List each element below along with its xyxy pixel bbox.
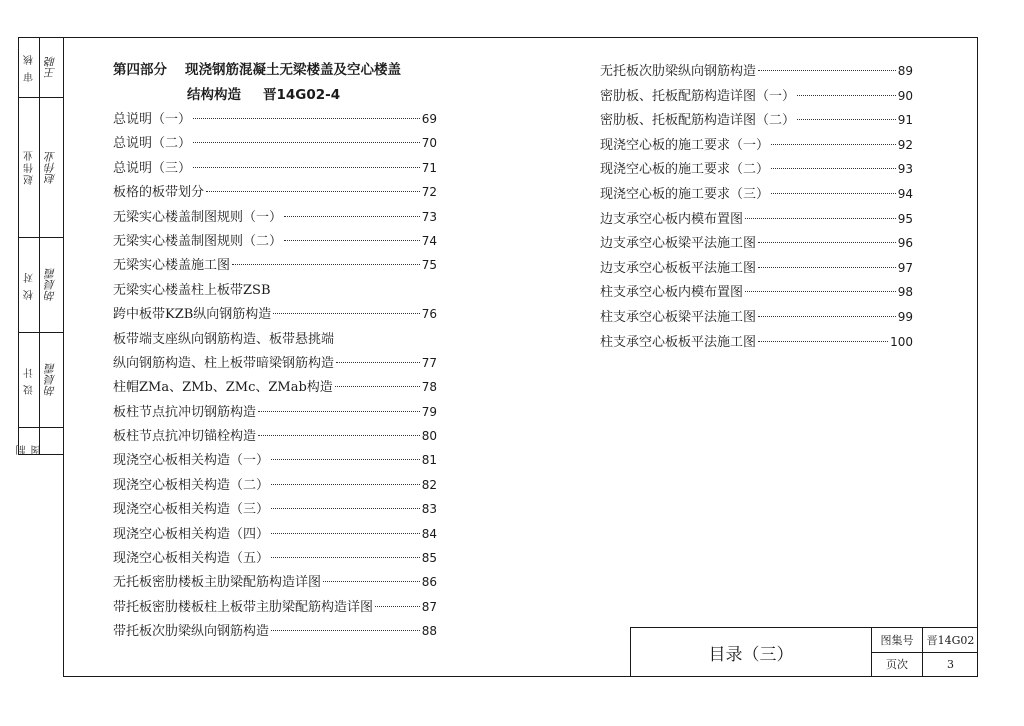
toc-entry-page: 96 xyxy=(897,236,913,251)
toc-entry xyxy=(113,596,437,620)
atlas-value: 晋14G02 xyxy=(926,634,975,647)
part-title-line1: 现浇钢筋混凝土无梁楼盖及空心楼盖 xyxy=(185,62,401,78)
dot-leader xyxy=(758,70,896,71)
strip-cell-approver xyxy=(19,98,63,238)
toc-entry-title: 无梁实心楼盖施工图 xyxy=(113,258,231,274)
strip-cell-drafting xyxy=(19,428,63,455)
dot-leader xyxy=(271,508,420,509)
toc-entry xyxy=(113,328,437,352)
toc-entry-page: 100 xyxy=(890,334,913,349)
toc-entry-page: 87 xyxy=(421,599,437,614)
dot-leader xyxy=(758,267,896,268)
dot-leader xyxy=(273,313,419,314)
toc-entry-page: 85 xyxy=(421,551,437,566)
toc-entry xyxy=(600,134,913,159)
signature: 胡晨霞 xyxy=(44,268,57,302)
toc-entry xyxy=(113,449,437,473)
toc-entry xyxy=(113,181,437,205)
dot-leader xyxy=(375,606,420,607)
atlas-label: 图集号 xyxy=(872,628,923,652)
dot-leader xyxy=(206,191,420,192)
toc-entry-page: 83 xyxy=(421,502,437,517)
part-label: 第四部分 xyxy=(113,62,167,78)
dot-leader xyxy=(193,167,420,168)
dot-leader xyxy=(271,533,420,534)
part-title-line2: 结构构造 xyxy=(187,87,241,103)
toc-entry-page: 84 xyxy=(421,526,437,541)
toc-entry xyxy=(600,183,913,208)
dot-leader xyxy=(271,459,420,460)
toc-entry-page: 98 xyxy=(897,285,913,300)
dot-leader xyxy=(797,95,896,96)
toc-entry-page: 93 xyxy=(897,162,913,177)
strip-label: 校 对 xyxy=(24,270,36,300)
toc-entry xyxy=(600,257,913,282)
toc-entry-title: 跨中板带KZB纵向钢筋构造 xyxy=(113,307,272,323)
toc-entry-page: 92 xyxy=(897,137,913,152)
toc-entry xyxy=(600,158,913,183)
toc-entry xyxy=(113,498,437,522)
toc-entry xyxy=(113,474,437,498)
toc-entry-page: 97 xyxy=(897,260,913,275)
dot-leader xyxy=(323,581,420,582)
dot-leader xyxy=(193,118,420,119)
sheet-title: 目录（三） xyxy=(708,644,794,665)
dot-leader xyxy=(771,168,896,169)
toc-entry xyxy=(113,376,437,400)
dot-leader xyxy=(193,142,420,143)
toc-entry-title: 板带端支座纵向钢筋构造、板带悬挑端 xyxy=(113,331,335,347)
toc-entry-title: 现浇空心板相关构造（四） xyxy=(113,526,270,542)
strip-label: 设 计 xyxy=(24,365,36,395)
toc-entry-title: 板格的板带划分 xyxy=(113,185,205,201)
toc-entry xyxy=(113,303,437,327)
toc-entry xyxy=(600,109,913,134)
toc-entry-title: 无托板次肋梁纵向钢筋构造 xyxy=(600,64,757,79)
dot-leader xyxy=(771,193,896,194)
toc-entry-page: 80 xyxy=(421,429,437,444)
title-block xyxy=(630,627,978,677)
dot-leader xyxy=(271,630,420,631)
toc-entry-page: 71 xyxy=(421,160,437,175)
toc-entry-page: 75 xyxy=(421,258,437,273)
toc-entry-page: 91 xyxy=(897,113,913,128)
toc-entry-title: 带托板次肋梁纵向钢筋构造 xyxy=(113,624,270,640)
toc-left-list xyxy=(113,108,437,645)
toc-entry-title: 边支承空心板梁平法施工图 xyxy=(600,236,757,252)
toc-entry xyxy=(113,132,437,156)
toc-entry xyxy=(113,401,437,425)
toc-entry-title: 现浇空心板的施工要求（一） xyxy=(600,137,770,153)
strip-label: 赵伟业 xyxy=(24,149,36,186)
toc-entry-page: 81 xyxy=(421,453,437,468)
part-heading xyxy=(113,58,437,108)
toc-entry xyxy=(113,571,437,595)
toc-entry-title: 现浇空心板的施工要求（三） xyxy=(600,186,770,202)
toc-entry xyxy=(113,206,437,230)
toc-entry-title: 无梁实心楼盖制图规则（二） xyxy=(113,233,283,249)
page-value: 3 xyxy=(947,657,954,671)
toc-entry-page: 70 xyxy=(421,136,437,151)
signature xyxy=(40,428,62,455)
toc-entry xyxy=(113,254,437,278)
dot-leader xyxy=(745,291,896,292)
dot-leader xyxy=(258,411,420,412)
toc-entry-page: 78 xyxy=(421,380,437,395)
toc-entry-title: 总说明（一） xyxy=(113,112,192,127)
toc-entry-page: 74 xyxy=(421,233,437,248)
toc-entry xyxy=(113,523,437,547)
toc-entry-title: 总说明（二） xyxy=(113,136,192,152)
toc-entry-page: 72 xyxy=(421,185,437,200)
toc-entry xyxy=(113,108,437,132)
toc-entry-page: 89 xyxy=(897,64,913,78)
toc-entry-title: 总说明（三） xyxy=(113,160,192,176)
dot-leader xyxy=(258,435,420,436)
strip-cell-design xyxy=(19,333,63,428)
toc-entry xyxy=(113,425,437,449)
toc-entry xyxy=(113,352,437,376)
toc-entry-title: 密肋板、托板配筋构造详图（二） xyxy=(600,113,796,129)
toc-entry-title: 板柱节点抗冲切钢筋构造 xyxy=(113,404,257,420)
toc-entry xyxy=(600,232,913,257)
strip-label: 制 图 xyxy=(17,443,43,455)
dot-leader xyxy=(745,218,896,219)
toc-entry-page: 88 xyxy=(421,624,437,639)
toc-right-list xyxy=(600,60,913,355)
toc-entry xyxy=(113,157,437,181)
toc-entry-title: 柱支承空心板板平法施工图 xyxy=(600,334,757,350)
toc-entry-page: 95 xyxy=(897,211,913,226)
toc-entry-title: 纵向钢筋构造、柱上板带暗梁钢筋构造 xyxy=(113,355,335,371)
toc-entry-title: 密肋板、托板配筋构造详图（一） xyxy=(600,88,796,104)
page-row xyxy=(872,652,978,676)
toc-entry xyxy=(113,279,437,303)
strip-label: 审 核 xyxy=(24,52,36,83)
dot-leader xyxy=(336,362,420,363)
toc-right-column xyxy=(600,60,913,355)
toc-entry-title: 无梁实心楼盖制图规则（一） xyxy=(113,209,283,225)
toc-entry-title: 现浇空心板相关构造（三） xyxy=(113,502,270,518)
toc-entry xyxy=(600,208,913,233)
signature: 胡晨霞 xyxy=(44,363,57,397)
toc-entry-title: 柱支承空心板梁平法施工图 xyxy=(600,309,757,325)
toc-entry-title: 无托板密肋楼板主肋梁配筋构造详图 xyxy=(113,575,322,591)
toc-entry-page: 79 xyxy=(421,404,437,419)
toc-entry-page: 90 xyxy=(897,88,913,103)
signature-strip xyxy=(18,37,63,455)
title-block-grid xyxy=(871,628,978,676)
toc-entry-title: 边支承空心板内模布置图 xyxy=(600,211,744,227)
toc-entry xyxy=(113,230,437,254)
dot-leader xyxy=(758,242,896,243)
dot-leader xyxy=(232,264,420,265)
toc-entry-title: 现浇空心板相关构造（一） xyxy=(113,453,270,469)
dot-leader xyxy=(284,216,420,217)
toc-entry-title: 无梁实心楼盖柱上板带ZSB xyxy=(113,282,271,298)
toc-entry xyxy=(600,85,913,110)
toc-entry-page: 94 xyxy=(897,186,913,201)
signature: 王晓 xyxy=(44,56,57,79)
toc-entry xyxy=(600,281,913,306)
toc-entry-page: 76 xyxy=(421,307,437,322)
toc-entry-title: 柱帽ZMa、ZMb、ZMc、ZMab构造 xyxy=(113,380,333,396)
dot-leader xyxy=(271,484,420,485)
toc-entry-page: 77 xyxy=(421,355,437,370)
atlas-row xyxy=(872,628,978,653)
toc-entry-title: 现浇空心板相关构造（二） xyxy=(113,477,270,493)
toc-left-column xyxy=(113,58,437,645)
dot-leader xyxy=(758,341,888,342)
toc-entry xyxy=(113,620,437,644)
toc-entry-page: 82 xyxy=(421,477,437,492)
toc-entry-page: 99 xyxy=(897,309,913,324)
strip-cell-check xyxy=(19,238,63,333)
toc-entry-page: 86 xyxy=(421,575,437,590)
dot-leader xyxy=(335,386,420,387)
dot-leader xyxy=(271,557,420,558)
toc-entry xyxy=(600,60,913,85)
toc-entry-page: 69 xyxy=(421,112,437,126)
toc-entry-title: 现浇空心板相关构造（五） xyxy=(113,551,270,567)
part-code: 晋14G02-4 xyxy=(263,87,341,103)
toc-entry-title: 现浇空心板的施工要求（二） xyxy=(600,162,770,178)
toc-entry-page: 73 xyxy=(421,209,437,224)
strip-cell-review xyxy=(19,38,63,98)
toc-entry-title: 带托板密肋楼板柱上板带主肋梁配筋构造详图 xyxy=(113,599,374,615)
dot-leader xyxy=(797,119,896,120)
toc-entry-title: 柱支承空心板内模布置图 xyxy=(600,285,744,301)
toc-entry xyxy=(600,331,913,356)
toc-entry xyxy=(113,547,437,571)
dot-leader xyxy=(758,316,896,317)
toc-entry xyxy=(600,306,913,331)
signature: 赵伟业 xyxy=(44,151,57,184)
dot-leader xyxy=(771,144,896,145)
toc-entry-title: 边支承空心板板平法施工图 xyxy=(600,260,757,276)
dot-leader xyxy=(284,240,420,241)
page-label: 页次 xyxy=(872,652,923,676)
toc-entry-title: 板柱节点抗冲切锚栓构造 xyxy=(113,429,257,445)
